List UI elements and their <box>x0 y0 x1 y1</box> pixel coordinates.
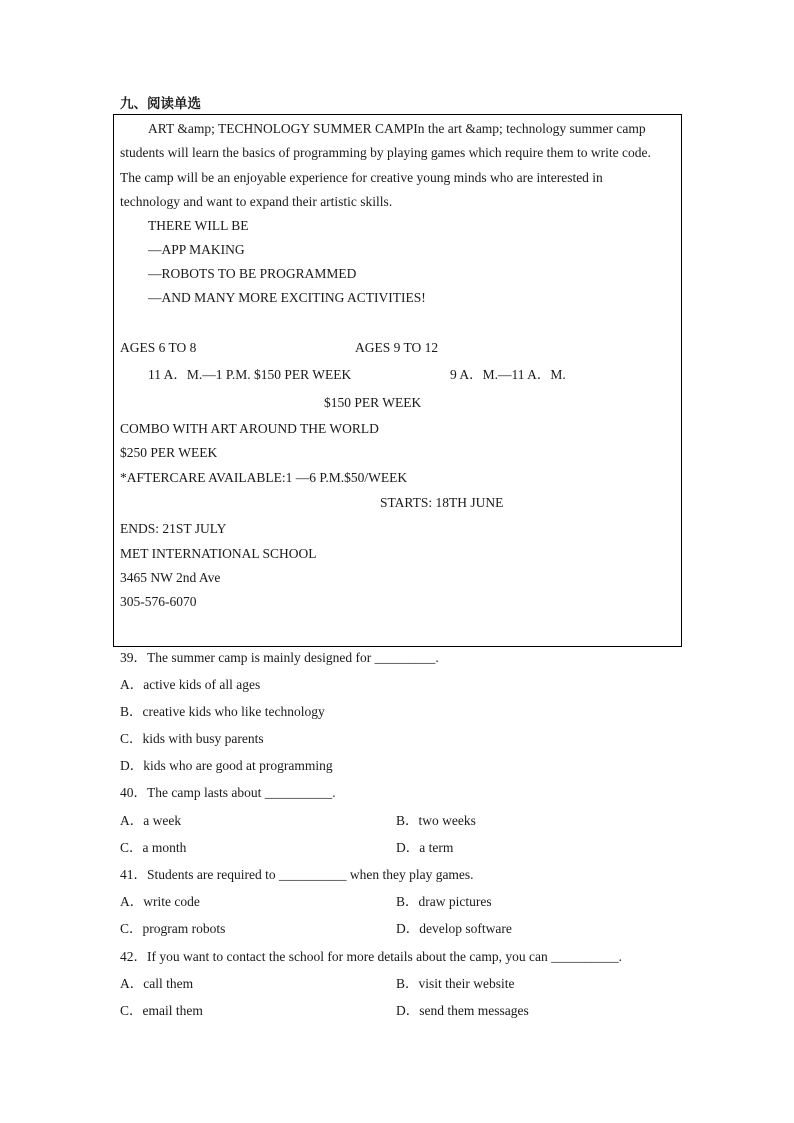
ages-right: AGES 9 TO 12 <box>355 340 439 355</box>
passage-line: ART &amp; TECHNOLOGY SUMMER CAMPIn the art &amp; technology summer camp <box>148 121 646 136</box>
time-left: 11 A．M.—1 P.M. $150 PER WEEK <box>148 367 352 382</box>
start-date: STARTS: 18TH JUNE <box>380 495 504 510</box>
there-will-be: THERE WILL BE <box>148 218 249 233</box>
combo: COMBO WITH ART AROUND THE WORLD <box>120 421 379 436</box>
option-b: B．creative kids who like technology <box>120 704 325 719</box>
question-stem: 42．If you want to contact the school for more details about the camp, you can __________. <box>120 949 622 964</box>
activity-item: —ROBOTS TO BE PROGRAMMED <box>148 266 357 281</box>
option-d: D．kids who are good at programming <box>120 758 333 773</box>
phone: 305-576-6070 <box>120 594 197 609</box>
option-d: D．a term <box>396 840 454 855</box>
address: 3465 NW 2nd Ave <box>120 570 221 585</box>
question-stem: 40．The camp lasts about __________. <box>120 785 336 800</box>
option-c: C．kids with busy parents <box>120 731 264 746</box>
time-right: 9 A．M.—11 A．M. <box>450 367 566 382</box>
passage-line: The camp will be an enjoyable experience for creative young minds who are interested in <box>120 170 603 185</box>
passage-line: students will learn the basics of programming by playing games which require them to write code. <box>120 145 651 160</box>
aftercare: *AFTERCARE AVAILABLE:1 —6 P.M.$50/WEEK <box>120 470 408 485</box>
activity-item: —APP MAKING <box>148 242 245 257</box>
option-d: D．develop software <box>396 921 512 936</box>
option-a: A．a week <box>120 813 182 828</box>
option-a: A．call them <box>120 976 194 991</box>
activity-item: —AND MANY MORE EXCITING ACTIVITIES! <box>148 290 426 305</box>
option-b: B．visit their website <box>396 976 515 991</box>
option-a: A．active kids of all ages <box>120 677 261 692</box>
question-stem: 39．The summer camp is mainly designed for _________. <box>120 650 439 665</box>
option-c: C．email them <box>120 1003 203 1018</box>
option-a: A．write code <box>120 894 200 909</box>
option-b: B．draw pictures <box>396 894 492 909</box>
price-right: $150 PER WEEK <box>324 395 422 410</box>
combo-price: $250 PER WEEK <box>120 445 218 460</box>
ages-left: AGES 6 TO 8 <box>120 340 197 355</box>
passage-line: technology and want to expand their artistic skills. <box>120 194 393 209</box>
section-title: 九、阅读单选 <box>120 96 201 111</box>
option-c: C．a month <box>120 840 187 855</box>
end-date: ENDS: 21ST JULY <box>120 521 227 536</box>
school-name: MET INTERNATIONAL SCHOOL <box>120 546 317 561</box>
option-b: B．two weeks <box>396 813 476 828</box>
question-stem: 41．Students are required to __________ when they play games. <box>120 867 474 882</box>
option-d: D．send them messages <box>396 1003 529 1018</box>
option-c: C．program robots <box>120 921 226 936</box>
